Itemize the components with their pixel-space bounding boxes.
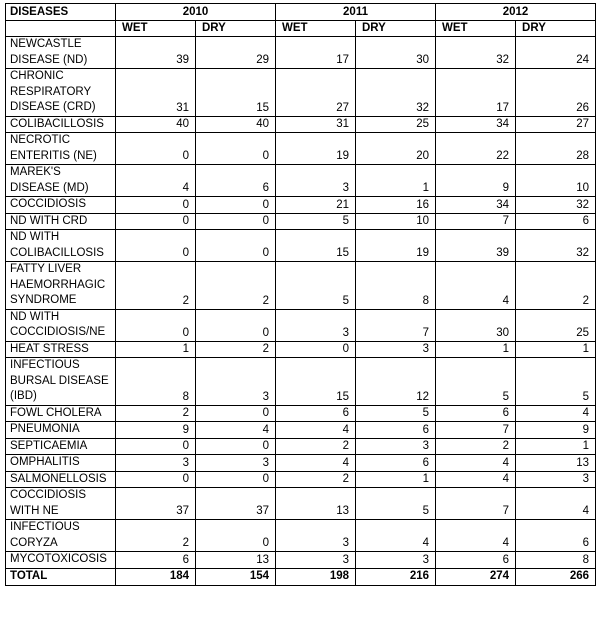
year-header-2012: 2012	[436, 4, 596, 21]
case-count-cell: 5	[356, 405, 436, 422]
case-count-cell: 0	[196, 213, 276, 230]
case-count-cell: 40	[196, 116, 276, 133]
case-count-cell: 2	[436, 438, 516, 455]
case-count-cell: 32	[516, 197, 596, 214]
table-row	[6, 69, 596, 117]
case-count-cell: 15	[196, 69, 276, 117]
case-count-cell: 20	[356, 133, 436, 165]
diseases-header: DISEASES	[6, 4, 116, 21]
case-count-cell: 29	[196, 37, 276, 69]
case-count-cell: 10	[356, 213, 436, 230]
case-count-cell: 15	[276, 358, 356, 406]
case-count-cell: 4	[436, 455, 516, 472]
case-count-cell: 8	[516, 552, 596, 569]
case-count-cell: 5	[516, 358, 596, 406]
case-count-cell: 5	[276, 213, 356, 230]
case-count-cell: 3	[356, 341, 436, 358]
case-count-cell: 4	[116, 165, 196, 197]
case-count-cell: 9	[116, 422, 196, 439]
case-count-cell: 5	[276, 262, 356, 310]
case-count-cell: 3	[276, 165, 356, 197]
case-count-cell: 6	[356, 455, 436, 472]
case-count-cell: 31	[116, 69, 196, 117]
case-count-cell: 2	[276, 471, 356, 488]
disease-label: PNEUMONIA	[6, 422, 116, 439]
case-count-cell: 4	[276, 455, 356, 472]
table-row	[6, 455, 596, 472]
case-count-cell: 0	[196, 133, 276, 165]
disease-label: COCCIDIOSIS	[6, 197, 116, 214]
case-count-cell: 0	[116, 471, 196, 488]
disease-label: HEAT STRESS	[6, 341, 116, 358]
case-count-cell: 25	[356, 116, 436, 133]
case-count-cell: 1	[516, 438, 596, 455]
disease-label: SEPTICAEMIA	[6, 438, 116, 455]
case-count-cell: 8	[356, 262, 436, 310]
case-count-cell: 30	[356, 37, 436, 69]
case-count-cell: 0	[116, 438, 196, 455]
case-count-cell: 2	[116, 520, 196, 552]
case-count-cell: 32	[516, 230, 596, 262]
disease-label: FATTY LIVER HAEMORRHAGIC SYNDROME	[6, 262, 116, 310]
table-row	[6, 262, 596, 310]
case-count-cell: 31	[276, 116, 356, 133]
case-count-cell: 0	[116, 213, 196, 230]
total-count-cell: 184	[116, 568, 196, 585]
season-header-row	[6, 21, 596, 37]
case-count-cell: 4	[436, 471, 516, 488]
case-count-cell: 7	[436, 422, 516, 439]
case-count-cell: 24	[516, 37, 596, 69]
case-count-cell: 2	[196, 262, 276, 310]
case-count-cell: 6	[436, 405, 516, 422]
case-count-cell: 3	[116, 455, 196, 472]
case-count-cell: 1	[356, 471, 436, 488]
disease-label: INFECTIOUS CORYZA	[6, 520, 116, 552]
total-count-cell: 154	[196, 568, 276, 585]
table-row	[6, 488, 596, 520]
case-count-cell: 2	[196, 341, 276, 358]
case-count-cell: 27	[276, 69, 356, 117]
case-count-cell: 3	[196, 358, 276, 406]
case-count-cell: 25	[516, 309, 596, 341]
table-row	[6, 116, 596, 133]
disease-label: ND WITH CRD	[6, 213, 116, 230]
case-count-cell: 6	[516, 213, 596, 230]
case-count-cell: 1	[356, 165, 436, 197]
table-row	[6, 230, 596, 262]
disease-label: MAREK'S DISEASE (MD)	[6, 165, 116, 197]
case-count-cell: 9	[516, 422, 596, 439]
case-count-cell: 0	[196, 438, 276, 455]
case-count-cell: 3	[356, 438, 436, 455]
table-row	[6, 37, 596, 69]
disease-label: SALMONELLOSIS	[6, 471, 116, 488]
case-count-cell: 27	[516, 116, 596, 133]
case-count-cell: 2	[116, 262, 196, 310]
table-row	[6, 358, 596, 406]
season-header-2012-wet: WET	[436, 21, 516, 37]
table-row	[6, 309, 596, 341]
table-row	[6, 438, 596, 455]
case-count-cell: 0	[196, 230, 276, 262]
disease-label: COCCIDIOSIS WITH NE	[6, 488, 116, 520]
case-count-cell: 6	[356, 422, 436, 439]
case-count-cell: 1	[436, 341, 516, 358]
case-count-cell: 4	[516, 488, 596, 520]
case-count-cell: 17	[436, 69, 516, 117]
disease-label: ND WITH COLIBACILLOSIS	[6, 230, 116, 262]
total-count-cell: 198	[276, 568, 356, 585]
case-count-cell: 28	[516, 133, 596, 165]
case-count-cell: 1	[516, 341, 596, 358]
total-row	[6, 568, 596, 585]
case-count-cell: 0	[196, 309, 276, 341]
case-count-cell: 10	[516, 165, 596, 197]
case-count-cell: 6	[516, 520, 596, 552]
case-count-cell: 13	[196, 552, 276, 569]
table-row	[6, 341, 596, 358]
case-count-cell: 39	[116, 37, 196, 69]
table-row	[6, 552, 596, 569]
diseases-sub-header-empty	[6, 21, 116, 37]
table-row	[6, 213, 596, 230]
case-count-cell: 7	[436, 213, 516, 230]
case-count-cell: 32	[436, 37, 516, 69]
total-count-cell: 274	[436, 568, 516, 585]
case-count-cell: 4	[516, 405, 596, 422]
case-count-cell: 3	[276, 309, 356, 341]
case-count-cell: 39	[436, 230, 516, 262]
table-body	[6, 4, 596, 586]
total-count-cell: 216	[356, 568, 436, 585]
season-header-2012-dry: DRY	[516, 21, 596, 37]
disease-label: OMPHALITIS	[6, 455, 116, 472]
case-count-cell: 2	[116, 405, 196, 422]
case-count-cell: 4	[356, 520, 436, 552]
total-count-cell: 266	[516, 568, 596, 585]
case-count-cell: 4	[436, 262, 516, 310]
season-header-2010-dry: DRY	[196, 21, 276, 37]
table-row	[6, 197, 596, 214]
case-count-cell: 37	[116, 488, 196, 520]
case-count-cell: 3	[196, 455, 276, 472]
disease-label: FOWL CHOLERA	[6, 405, 116, 422]
disease-label: NEWCASTLE DISEASE (ND)	[6, 37, 116, 69]
case-count-cell: 0	[276, 341, 356, 358]
case-count-cell: 16	[356, 197, 436, 214]
case-count-cell: 6	[116, 552, 196, 569]
disease-label: COLIBACILLOSIS	[6, 116, 116, 133]
table-row	[6, 133, 596, 165]
case-count-cell: 0	[196, 197, 276, 214]
disease-label: ND WITH COCCIDIOSIS/NE	[6, 309, 116, 341]
case-count-cell: 37	[196, 488, 276, 520]
case-count-cell: 7	[436, 488, 516, 520]
season-header-2011-dry: DRY	[356, 21, 436, 37]
case-count-cell: 0	[196, 405, 276, 422]
case-count-cell: 5	[356, 488, 436, 520]
disease-table	[5, 3, 596, 586]
case-count-cell: 12	[356, 358, 436, 406]
season-header-2011-wet: WET	[276, 21, 356, 37]
case-count-cell: 26	[516, 69, 596, 117]
case-count-cell: 13	[516, 455, 596, 472]
case-count-cell: 6	[276, 405, 356, 422]
case-count-cell: 3	[276, 552, 356, 569]
table-row	[6, 471, 596, 488]
total-label: TOTAL	[6, 568, 116, 585]
case-count-cell: 0	[196, 471, 276, 488]
case-count-cell: 17	[276, 37, 356, 69]
case-count-cell: 0	[196, 520, 276, 552]
year-header-row	[6, 4, 596, 21]
case-count-cell: 0	[116, 197, 196, 214]
case-count-cell: 3	[516, 471, 596, 488]
case-count-cell: 34	[436, 197, 516, 214]
case-count-cell: 5	[436, 358, 516, 406]
case-count-cell: 34	[436, 116, 516, 133]
case-count-cell: 1	[116, 341, 196, 358]
case-count-cell: 3	[276, 520, 356, 552]
case-count-cell: 19	[276, 133, 356, 165]
case-count-cell: 8	[116, 358, 196, 406]
case-count-cell: 2	[276, 438, 356, 455]
disease-label: INFECTIOUS BURSAL DISEASE (IBD)	[6, 358, 116, 406]
table-row	[6, 422, 596, 439]
table-row	[6, 520, 596, 552]
disease-label: CHRONIC RESPIRATORY DISEASE (CRD)	[6, 69, 116, 117]
disease-label: MYCOTOXICOSIS	[6, 552, 116, 569]
year-header-2010: 2010	[116, 4, 276, 21]
case-count-cell: 6	[436, 552, 516, 569]
case-count-cell: 4	[276, 422, 356, 439]
year-header-2011: 2011	[276, 4, 436, 21]
case-count-cell: 9	[436, 165, 516, 197]
case-count-cell: 7	[356, 309, 436, 341]
case-count-cell: 0	[116, 309, 196, 341]
case-count-cell: 0	[116, 230, 196, 262]
case-count-cell: 13	[276, 488, 356, 520]
table-row	[6, 405, 596, 422]
case-count-cell: 21	[276, 197, 356, 214]
table-row	[6, 165, 596, 197]
case-count-cell: 0	[116, 133, 196, 165]
case-count-cell: 15	[276, 230, 356, 262]
case-count-cell: 4	[436, 520, 516, 552]
case-count-cell: 3	[356, 552, 436, 569]
case-count-cell: 32	[356, 69, 436, 117]
case-count-cell: 4	[196, 422, 276, 439]
case-count-cell: 19	[356, 230, 436, 262]
case-count-cell: 2	[516, 262, 596, 310]
case-count-cell: 6	[196, 165, 276, 197]
season-header-2010-wet: WET	[116, 21, 196, 37]
disease-label: NECROTIC ENTERITIS (NE)	[6, 133, 116, 165]
case-count-cell: 40	[116, 116, 196, 133]
case-count-cell: 30	[436, 309, 516, 341]
case-count-cell: 22	[436, 133, 516, 165]
